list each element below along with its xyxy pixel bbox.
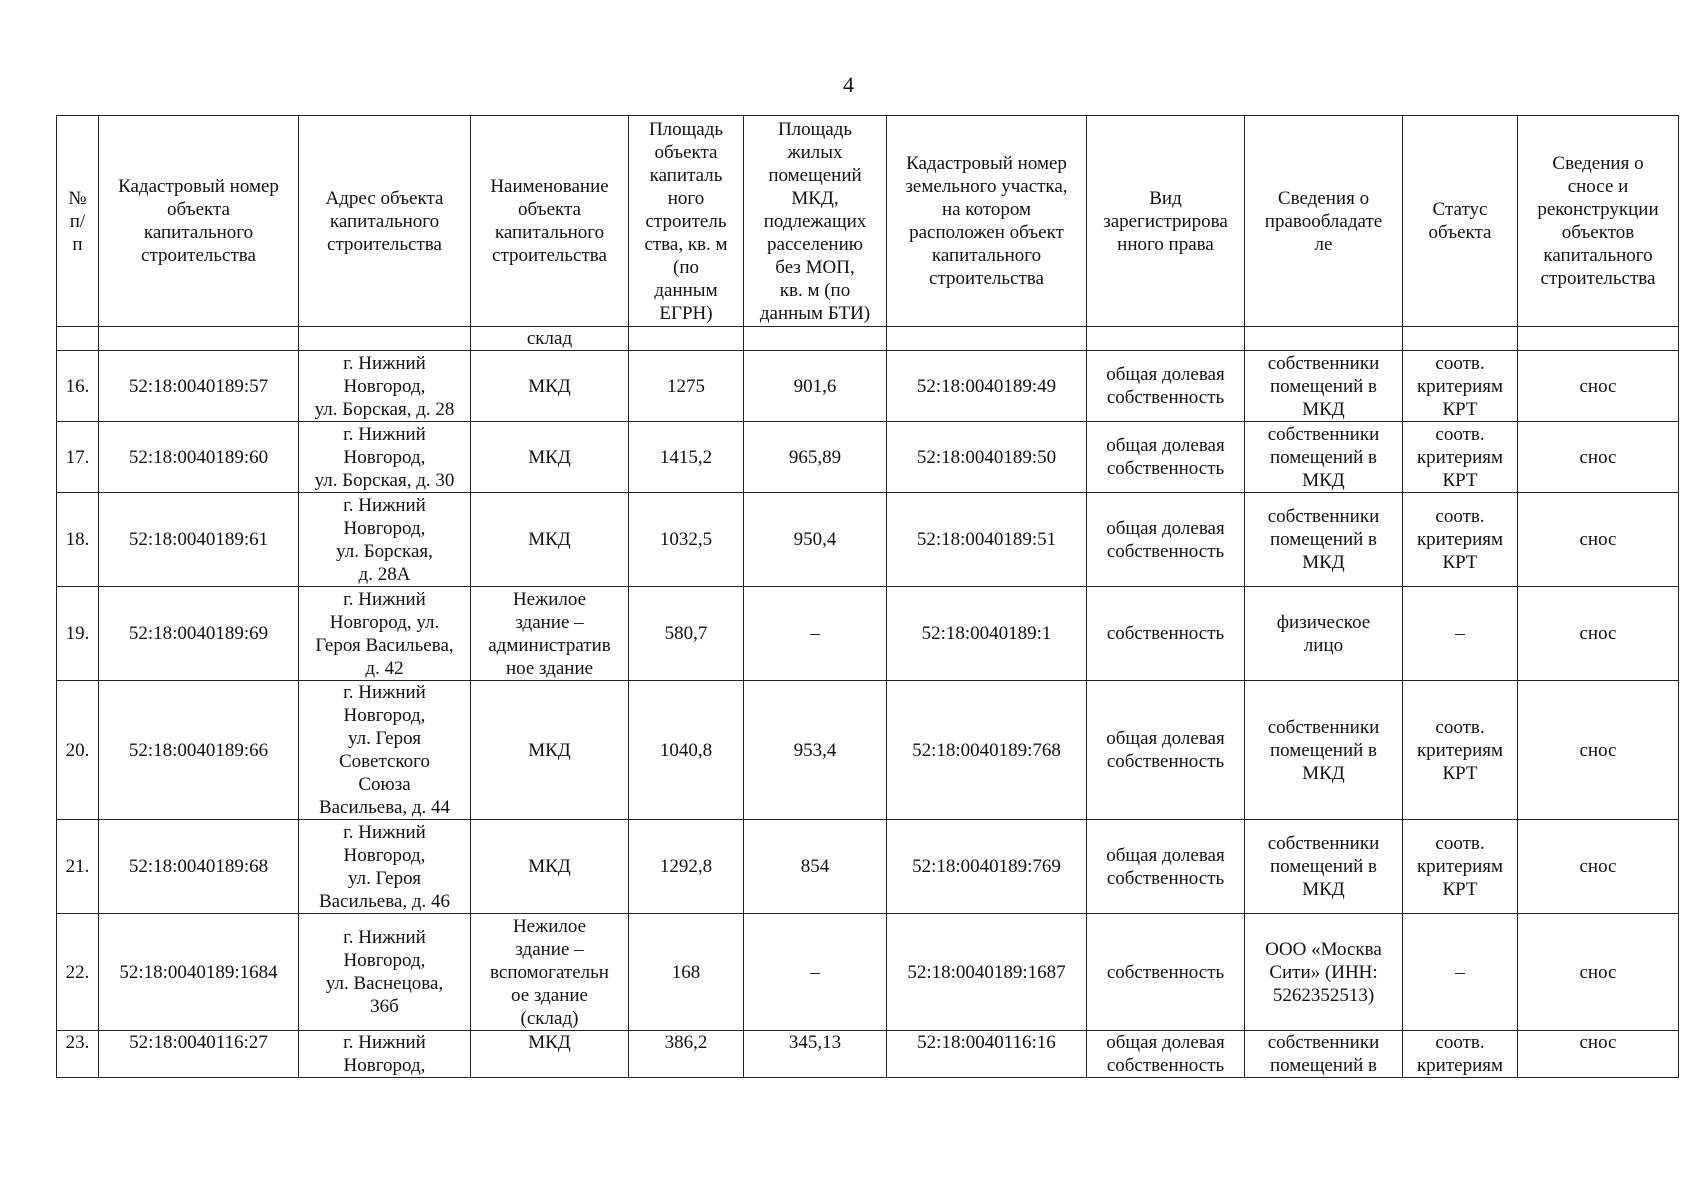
cell-object-status: соотв. критериям КРТ xyxy=(1403,493,1518,587)
cell-object-status: соотв. критериям КРТ xyxy=(1403,681,1518,820)
cell-owner-info: собственники помещений в МКД xyxy=(1245,681,1403,820)
cell-row-number: 20. xyxy=(57,681,99,820)
table-cell xyxy=(887,327,1087,351)
cell-living-area: 953,4 xyxy=(744,681,887,820)
cell-owner-info: собственники помещений в xyxy=(1245,1031,1403,1078)
header-object-name: Наименование объекта капитального строительства xyxy=(471,116,629,327)
table-cell xyxy=(1403,327,1518,351)
cell-land-cadastral-number: 52:18:0040116:16 xyxy=(887,1031,1087,1078)
cell-land-cadastral-number: 52:18:0040189:49 xyxy=(887,351,1087,422)
page-number: 4 xyxy=(843,72,854,97)
cell-land-cadastral-number: 52:18:0040189:1 xyxy=(887,587,1087,681)
header-object-area: Площадь объекта капиталь ного строитель ства, кв. м (по данным ЕГРН) xyxy=(629,116,744,327)
cell-demolition-info: снос xyxy=(1518,681,1679,820)
table-header-row xyxy=(57,116,1679,327)
header-land-cadastral-number: Кадастровый номер земельного участка, на котором расположен объект капитального строительства xyxy=(887,116,1087,327)
cell-object-area: 1275 xyxy=(629,351,744,422)
cell-cadastral-number: 52:18:0040189:66 xyxy=(99,681,299,820)
cell-object-name: МКД xyxy=(471,493,629,587)
table-cell xyxy=(99,327,299,351)
cell-living-area: 854 xyxy=(744,820,887,914)
cell-object-status: соотв. критериям КРТ xyxy=(1403,820,1518,914)
cell-address: г. Нижний Новгород, ул. Героя Васильева, д. 42 xyxy=(299,587,471,681)
header-object-status: Статус объекта xyxy=(1403,116,1518,327)
cell-land-cadastral-number: 52:18:0040189:51 xyxy=(887,493,1087,587)
cell-land-cadastral-number: 52:18:0040189:768 xyxy=(887,681,1087,820)
cell-owner-info: физическое лицо xyxy=(1245,587,1403,681)
cell-right-type: собственность xyxy=(1087,914,1245,1031)
cell-living-area: 345,13 xyxy=(744,1031,887,1078)
cell-owner-info: собственники помещений в МКД xyxy=(1245,351,1403,422)
cell-object-name: Нежилое здание – административ ное здание xyxy=(471,587,629,681)
cell-demolition-info: снос xyxy=(1518,820,1679,914)
table-cell xyxy=(1518,327,1679,351)
cell-object-status: соотв. критериям xyxy=(1403,1031,1518,1078)
cell-object-status: соотв. критериям КРТ xyxy=(1403,422,1518,493)
cell-address: г. Нижний Новгород, ул. Васнецова, 36б xyxy=(299,914,471,1031)
cell-owner-info: собственники помещений в МКД xyxy=(1245,422,1403,493)
header-right-type: Вид зарегистрирова нного права xyxy=(1087,116,1245,327)
cell-object-status: соотв. критериям КРТ xyxy=(1403,351,1518,422)
cell-owner-info: собственники помещений в МКД xyxy=(1245,820,1403,914)
table-cell xyxy=(1245,327,1403,351)
cell-row-number: 18. xyxy=(57,493,99,587)
cell-right-type: общая долевая собственность xyxy=(1087,351,1245,422)
cell-row-number: 16. xyxy=(57,351,99,422)
table-row xyxy=(57,493,1679,587)
cell-living-area: 950,4 xyxy=(744,493,887,587)
table-row-continuation xyxy=(57,327,1679,351)
cell-object-area: 1040,8 xyxy=(629,681,744,820)
cell-cadastral-number: 52:18:0040189:1684 xyxy=(99,914,299,1031)
cell-address: г. Нижний Новгород, xyxy=(299,1031,471,1078)
cell-cadastral-number: 52:18:0040189:68 xyxy=(99,820,299,914)
cell-land-cadastral-number: 52:18:0040189:1687 xyxy=(887,914,1087,1031)
cell-demolition-info: снос xyxy=(1518,493,1679,587)
cell-land-cadastral-number: 52:18:0040189:50 xyxy=(887,422,1087,493)
cell-object-name: МКД xyxy=(471,351,629,422)
table-row xyxy=(57,914,1679,1031)
header-demolition-info: Сведения о сносе и реконструкции объектов капитального строительства xyxy=(1518,116,1679,327)
cell-living-area: – xyxy=(744,587,887,681)
cell-object-area: 1292,8 xyxy=(629,820,744,914)
cell-owner-info: ООО «Москва Сити» (ИНН: 5262352513) xyxy=(1245,914,1403,1031)
header-address: Адрес объекта капитального строительства xyxy=(299,116,471,327)
cell-right-type: собственность xyxy=(1087,587,1245,681)
cell-demolition-info: снос xyxy=(1518,351,1679,422)
cell-address: г. Нижний Новгород, ул. Героя Советского Союза Васильева, д. 44 xyxy=(299,681,471,820)
cell-demolition-info: снос xyxy=(1518,1031,1679,1078)
cell-right-type: общая долевая собственность xyxy=(1087,493,1245,587)
cell-cadastral-number: 52:18:0040189:57 xyxy=(99,351,299,422)
cell-object-area: 1032,5 xyxy=(629,493,744,587)
table-row xyxy=(57,351,1679,422)
cell-object-status: – xyxy=(1403,914,1518,1031)
cell-demolition-info: снос xyxy=(1518,422,1679,493)
table-cell: склад xyxy=(471,327,629,351)
header-row-number: № п/ п xyxy=(57,116,99,327)
cell-owner-info: собственники помещений в МКД xyxy=(1245,493,1403,587)
cell-object-name: МКД xyxy=(471,681,629,820)
cell-object-name: МКД xyxy=(471,1031,629,1078)
table-cell xyxy=(299,327,471,351)
cell-address: г. Нижний Новгород, ул. Борская, д. 30 xyxy=(299,422,471,493)
cell-row-number: 21. xyxy=(57,820,99,914)
cell-demolition-info: снос xyxy=(1518,587,1679,681)
cell-cadastral-number: 52:18:0040189:61 xyxy=(99,493,299,587)
table-cell xyxy=(1087,327,1245,351)
cell-right-type: общая долевая собственность xyxy=(1087,1031,1245,1078)
cell-row-number: 17. xyxy=(57,422,99,493)
header-owner-info: Сведения о правообладате ле xyxy=(1245,116,1403,327)
table-cell xyxy=(57,327,99,351)
cell-object-area: 1415,2 xyxy=(629,422,744,493)
cell-object-status: – xyxy=(1403,587,1518,681)
cell-right-type: общая долевая собственность xyxy=(1087,422,1245,493)
header-cadastral-number: Кадастровый номер объекта капитального строительства xyxy=(99,116,299,327)
cell-cadastral-number: 52:18:0040116:27 xyxy=(99,1031,299,1078)
table-cell xyxy=(744,327,887,351)
cell-row-number: 23. xyxy=(57,1031,99,1078)
header-living-area: Площадь жилых помещений МКД, подлежащих расселению без МОП, кв. м (по данным БТИ) xyxy=(744,116,887,327)
cell-demolition-info: снос xyxy=(1518,914,1679,1031)
capital-construction-objects-table xyxy=(56,115,1679,1078)
table-row xyxy=(57,587,1679,681)
cell-living-area: – xyxy=(744,914,887,1031)
table-row xyxy=(57,681,1679,820)
cell-cadastral-number: 52:18:0040189:60 xyxy=(99,422,299,493)
cell-object-area: 580,7 xyxy=(629,587,744,681)
cell-living-area: 965,89 xyxy=(744,422,887,493)
cell-object-area: 168 xyxy=(629,914,744,1031)
table-cell xyxy=(629,327,744,351)
cell-row-number: 19. xyxy=(57,587,99,681)
cell-address: г. Нижний Новгород, ул. Борская, д. 28 xyxy=(299,351,471,422)
cell-object-name: МКД xyxy=(471,422,629,493)
cell-address: г. Нижний Новгород, ул. Героя Васильева, д. 46 xyxy=(299,820,471,914)
cell-object-area: 386,2 xyxy=(629,1031,744,1078)
cell-right-type: общая долевая собственность xyxy=(1087,681,1245,820)
cell-object-name: Нежилое здание – вспомогательн ое здание (склад) xyxy=(471,914,629,1031)
table-row xyxy=(57,1031,1679,1078)
cell-land-cadastral-number: 52:18:0040189:769 xyxy=(887,820,1087,914)
cell-object-name: МКД xyxy=(471,820,629,914)
cell-living-area: 901,6 xyxy=(744,351,887,422)
cell-address: г. Нижний Новгород, ул. Борская, д. 28А xyxy=(299,493,471,587)
cell-right-type: общая долевая собственность xyxy=(1087,820,1245,914)
table-row xyxy=(57,820,1679,914)
cell-row-number: 22. xyxy=(57,914,99,1031)
table-row xyxy=(57,422,1679,493)
cell-cadastral-number: 52:18:0040189:69 xyxy=(99,587,299,681)
